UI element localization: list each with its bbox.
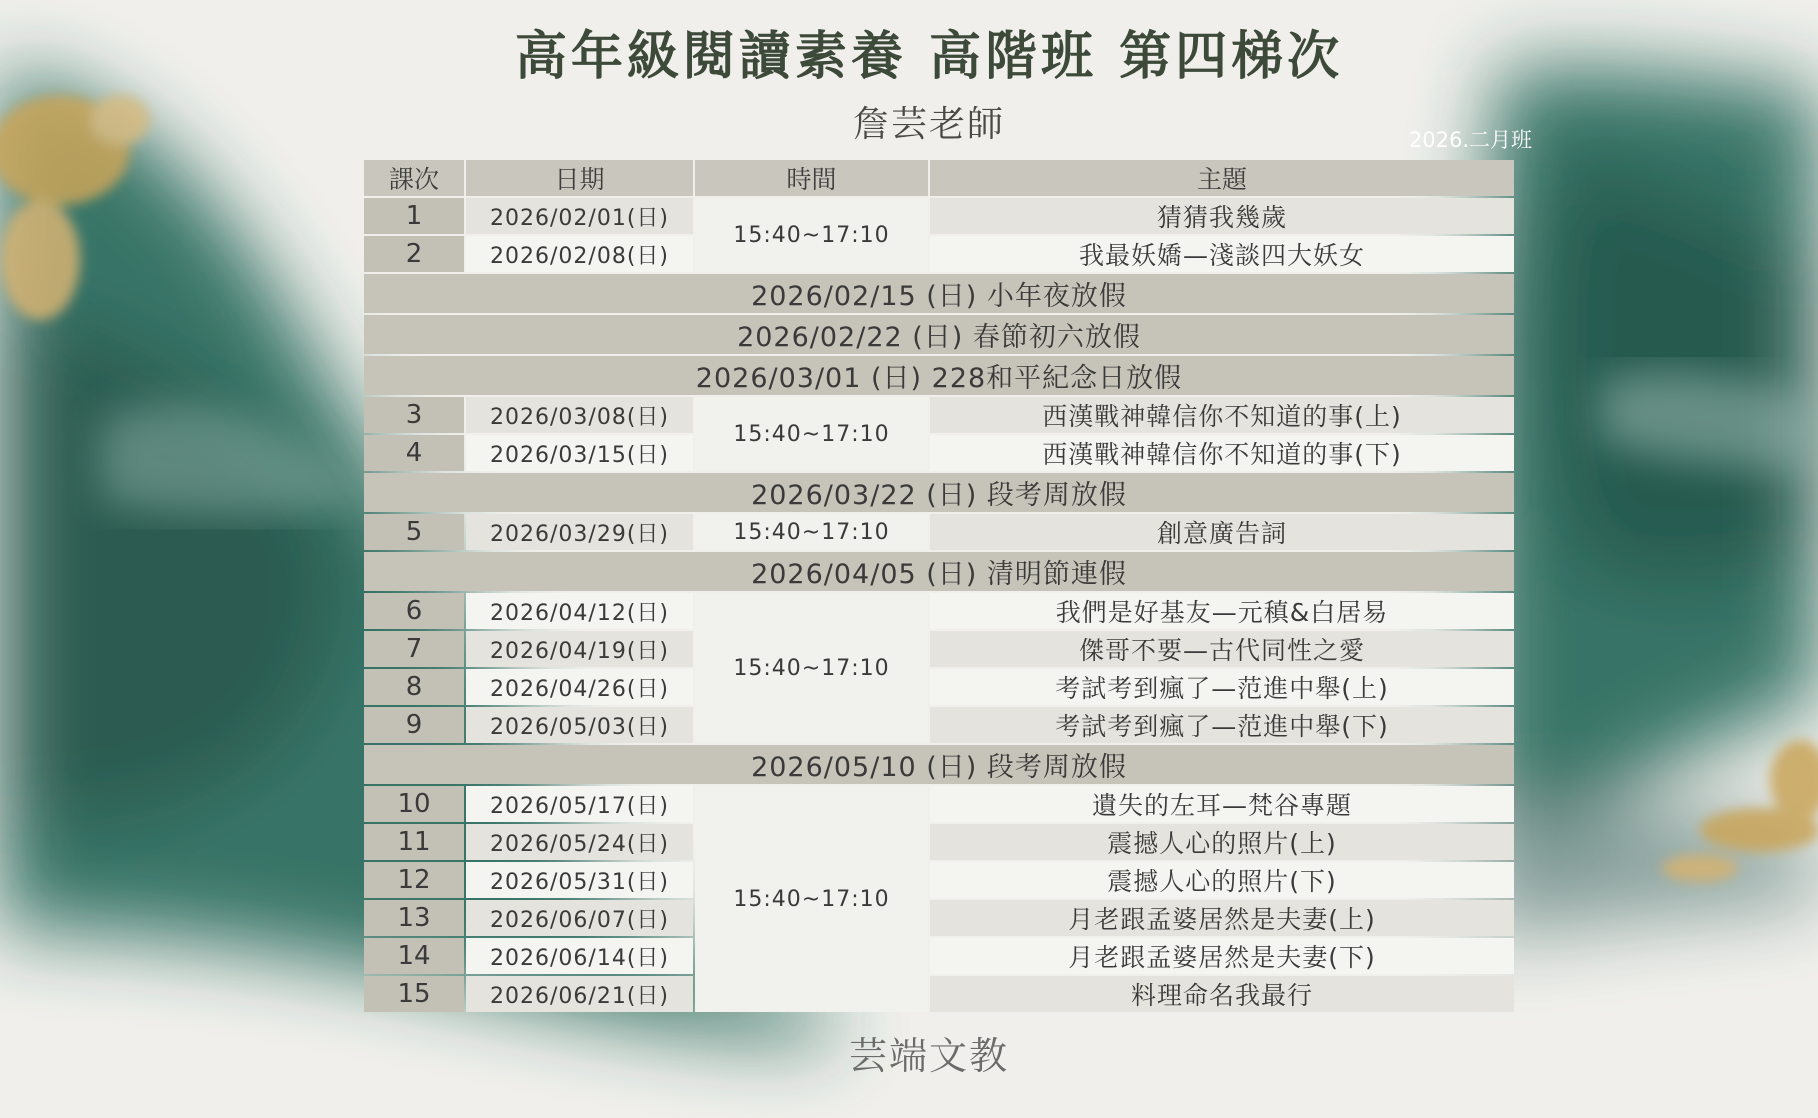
lesson-topic: 月老跟孟婆居然是夫妻(上) <box>930 900 1514 936</box>
lesson-date: 2026/04/12(日) <box>466 593 693 629</box>
holiday-row <box>364 552 1514 591</box>
header-time: 時間 <box>695 160 928 196</box>
holiday-notice: 2026/03/22 (日) 段考周放假 <box>364 473 1514 512</box>
holiday-notice: 2026/04/05 (日) 清明節連假 <box>364 552 1514 591</box>
holiday-notice: 2026/03/01 (日) 228和平紀念日放假 <box>364 356 1514 395</box>
holiday-row <box>364 745 1514 784</box>
edition-label: 2026.二月班 <box>1408 128 1532 152</box>
lesson-topic: 傑哥不要—古代同性之愛 <box>930 631 1514 667</box>
lesson-date: 2026/05/31(日) <box>466 862 693 898</box>
lesson-date: 2026/03/08(日) <box>466 397 693 433</box>
lesson-date: 2026/02/08(日) <box>466 236 693 272</box>
lesson-row <box>364 862 1514 898</box>
lesson-topic: 考試考到瘋了—范進中舉(下) <box>930 707 1514 743</box>
lesson-number: 10 <box>364 786 464 822</box>
holiday-row <box>364 315 1514 354</box>
holiday-notice: 2026/05/10 (日) 段考周放假 <box>364 745 1514 784</box>
lesson-topic: 遺失的左耳—梵谷專題 <box>930 786 1514 822</box>
lesson-topic: 創意廣告詞 <box>930 514 1514 550</box>
lesson-topic: 西漢戰神韓信你不知道的事(上) <box>930 397 1514 433</box>
lesson-number: 12 <box>364 862 464 898</box>
lesson-number: 11 <box>364 824 464 860</box>
lesson-row <box>364 707 1514 743</box>
header-topic: 主題 <box>930 160 1514 196</box>
lesson-number: 7 <box>364 631 464 667</box>
lesson-row <box>364 976 1514 1012</box>
lesson-row <box>364 669 1514 705</box>
lesson-row <box>364 938 1514 974</box>
holiday-notice: 2026/02/22 (日) 春節初六放假 <box>364 315 1514 354</box>
lesson-date: 2026/04/19(日) <box>466 631 693 667</box>
schedule-table <box>362 158 1516 1014</box>
holiday-row <box>364 274 1514 313</box>
lesson-topic: 我們是好基友—元稹&白居易 <box>930 593 1514 629</box>
lesson-row <box>364 397 1514 433</box>
lesson-number: 5 <box>364 514 464 550</box>
holiday-notice: 2026/02/15 (日) 小年夜放假 <box>364 274 1514 313</box>
lesson-row <box>364 900 1514 936</box>
lesson-date: 2026/05/24(日) <box>466 824 693 860</box>
lesson-time: 15:40~17:10 <box>695 397 928 471</box>
lesson-number: 14 <box>364 938 464 974</box>
lesson-time: 15:40~17:10 <box>695 593 928 743</box>
lesson-row <box>364 198 1514 234</box>
lesson-date: 2026/05/17(日) <box>466 786 693 822</box>
header-row <box>364 160 1514 196</box>
lesson-date: 2026/06/21(日) <box>466 976 693 1012</box>
footer-brand: 芸端文教 <box>848 1034 1009 1078</box>
holiday-row <box>364 356 1514 395</box>
lesson-time: 15:40~17:10 <box>695 198 928 272</box>
lesson-topic: 西漢戰神韓信你不知道的事(下) <box>930 435 1514 471</box>
lesson-number: 1 <box>364 198 464 234</box>
lesson-number: 4 <box>364 435 464 471</box>
lesson-date: 2026/05/03(日) <box>466 707 693 743</box>
header-date: 日期 <box>466 160 693 196</box>
lesson-number: 13 <box>364 900 464 936</box>
holiday-row <box>364 473 1514 512</box>
lesson-row <box>364 236 1514 272</box>
lesson-time: 15:40~17:10 <box>695 514 928 550</box>
lesson-date: 2026/04/26(日) <box>466 669 693 705</box>
lesson-topic: 震撼人心的照片(上) <box>930 824 1514 860</box>
lesson-number: 15 <box>364 976 464 1012</box>
lesson-row <box>364 631 1514 667</box>
lesson-number: 8 <box>364 669 464 705</box>
lesson-row <box>364 435 1514 471</box>
lesson-topic: 猜猜我幾歲 <box>930 198 1514 234</box>
lesson-date: 2026/03/15(日) <box>466 435 693 471</box>
lesson-time: 15:40~17:10 <box>695 786 928 1012</box>
lesson-row <box>364 593 1514 629</box>
lesson-row <box>364 786 1514 822</box>
lesson-number: 3 <box>364 397 464 433</box>
lesson-number: 2 <box>364 236 464 272</box>
lesson-date: 2026/06/14(日) <box>466 938 693 974</box>
lesson-topic: 月老跟孟婆居然是夫妻(下) <box>930 938 1514 974</box>
lesson-topic: 料理命名我最行 <box>930 976 1514 1012</box>
header-lesson: 課次 <box>364 160 464 196</box>
teacher-name: 詹芸老師 <box>852 104 1005 145</box>
page-title: 高年級閱讀素養 高階班 第四梯次 <box>514 26 1344 87</box>
lesson-topic: 考試考到瘋了—范進中舉(上) <box>930 669 1514 705</box>
lesson-row <box>364 824 1514 860</box>
lesson-row <box>364 514 1514 550</box>
lesson-number: 9 <box>364 707 464 743</box>
lesson-date: 2026/03/29(日) <box>466 514 693 550</box>
lesson-date: 2026/02/01(日) <box>466 198 693 234</box>
lesson-topic: 我最妖嬌—淺談四大妖女 <box>930 236 1514 272</box>
lesson-number: 6 <box>364 593 464 629</box>
lesson-date: 2026/06/07(日) <box>466 900 693 936</box>
lesson-topic: 震撼人心的照片(下) <box>930 862 1514 898</box>
